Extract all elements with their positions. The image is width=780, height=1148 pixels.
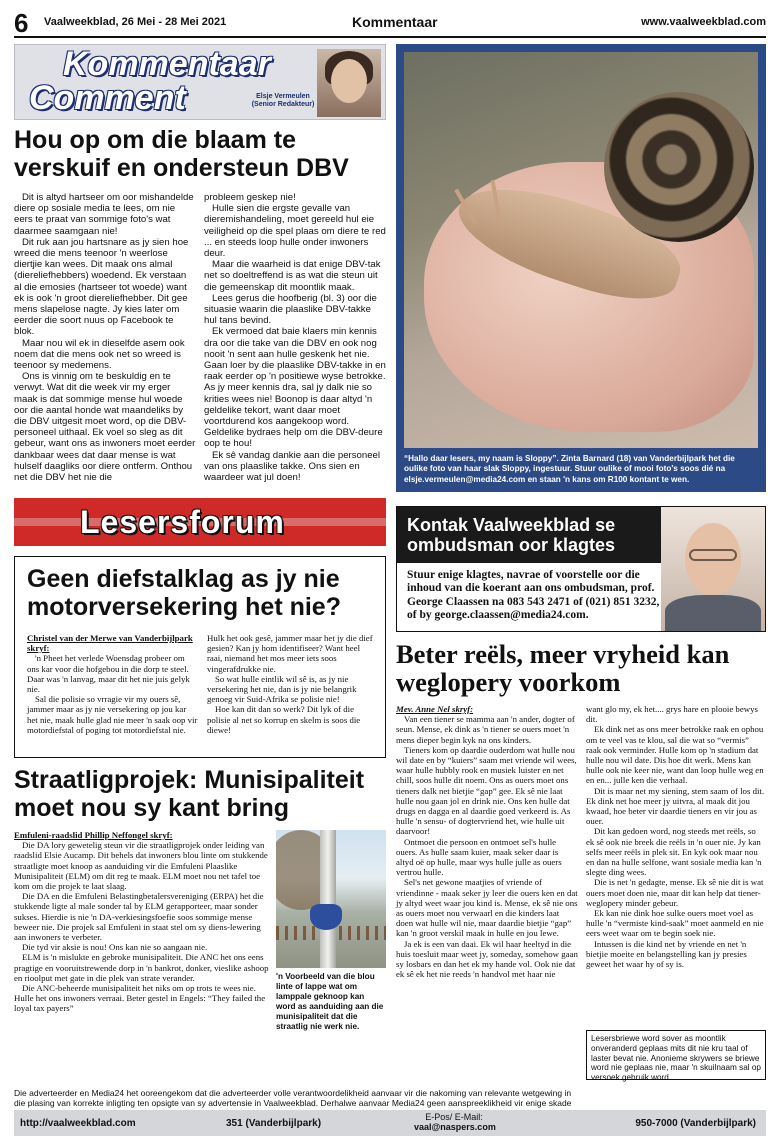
right-article-col1 <box>396 704 578 979</box>
author-name: Elsje Vermeulen <box>256 93 310 100</box>
paragraph: Ek vermoed dat baie klaers min kennis dra oor die take van die DBV en ook nog nooit 'n sent aan hulle geskenk het nie. Gaan loer by die plaaslike DBV-takke in en raak eerder op 'n positiewe wyse betrokke. As jy meer kennis dra, sal jy dalk nie so krities wees nie! Boonop is daar altyd 'n geldelike tekort, want daar moet voortdurend kos aangekoop word. Geldelike bydraes help om die DBV-deure oop te hou! <box>204 326 386 450</box>
paragraph: Dit ruk aan jou hartsnare as jy sien hoe wreed die mens teenoor 'n weerlose diertjie kan wees. Dit maak ons almal (diereliefhebbers) woedend. Ek verstaan al die emosies (hartseer tot woede) want ek is ook 'n groot diereliefhebber. Dit gee mens slapelose nagte. Jy kies later om eerder die soort nuus op Facebook te blok. <box>14 236 189 338</box>
snail-photo-box <box>396 44 766 492</box>
paragraph: Van een tiener se mamma aan 'n ander, dogter of seun. Mense, ek dink as 'n tiener se ouers moet 'n mens dieper begin kyk na ons kinders. <box>396 714 575 745</box>
footer-email <box>414 1112 494 1132</box>
paragraph: Intussen is die kind net by vriende en net 'n bietjie moeite en belangstelling kan jy presies geweet het waar hy of sy is. <box>586 938 747 970</box>
paragraph: ELM is 'n mislukte en gebroke munisipaliteit. Die ANC het ons eens pragtige en vooruitstrewende dorp in 'n bankrot, donker, vieslike ashoop en rioolput met gate in die plek van strate verander. <box>14 952 269 983</box>
main-headline: Hou op om die blaam te verskuif en ondersteun DBV <box>14 126 349 182</box>
author-role: (Senior Redakteur) <box>251 101 315 108</box>
banner-title-line2: Comment <box>29 79 186 117</box>
paragraph: Lees gerus die hoofberig (bl. 3) oor die situasie waarin die plaaslike DBV-takke hul tans bevind. <box>204 292 377 327</box>
readers-letters-note: Lesersbriewe word sover as moontlik onveranderd geplaas mits dit nie kru taal of laster bevat nie. Anonieme skrywers se briewe word nie geplaas nie, maar 'n skuilnaam sal op versoek gebruik word. <box>586 1030 766 1080</box>
footer-email-label: E-Pos/ E-Mail: <box>425 1112 483 1122</box>
letter-byline: Mev. Anne Nel skryf: <box>396 704 474 714</box>
lesersforum-banner <box>14 498 386 546</box>
issue-date: Vaalweekblad, 26 Mei - 28 Mei 2021 <box>44 16 227 28</box>
letter-byline: Emfuleni-raadslid Phillip Neffongel skryf: <box>14 830 173 840</box>
paragraph: Dit is altyd hartseer om oor mishandelde diere op sosiale media te lees, om nie eers te praat van sommige foto's wat daarmee saamgaan nie! <box>14 192 194 237</box>
footer-phone-2: 950-7000 (Vanderbijlpark) <box>635 1118 756 1129</box>
paragraph: Dit kan gedoen word, nog steeds met reëls, so ek sê ook nie breek die reëls in 'n ouer nie. Jy kan selfs meer reëls in plek sit. En kyk ook maar nou en dan na hulle selfone, want sosiale media kan 'n slegte ding wees. <box>586 826 762 878</box>
paragraph: Ek kan nie dink hoe sulke ouers moet voel as hulle 'n “vermiste kind-saak” moet aanmeld en nie eers weet waar om te begin soek nie. <box>586 908 764 939</box>
ombudsman-box <box>396 506 766 632</box>
streetlight-headline: Straatligprojek: Munisipaliteit moet nou sy kant bring <box>14 766 365 822</box>
ombudsman-body: Stuur enige klagtes, navrae of voorstelle oor die inhoud van die koerant aan ons ombudsman, prof. George Claassen na 083 543 2471 of (021) 851 3232, of by george.claassen@media24.com. <box>407 569 660 622</box>
banner-title-line1: Kommentaar <box>63 45 271 83</box>
paragraph: Tieners kom op daardie ouderdom wat hulle nou wil date en by “kuiers” saam met vriende wil wees, waar hulle hubbly rook en musiek luister en net chill, soos hulle dit noem. Ons as ouers moet ons tieners dalk net bietjie “gap” gee. Ek sê nie laat hulle nou gaan jol en drink nie. Ons ken hulle dat drugs en dagga en al daardie goed verkeerd is. As hulle 'n sensu- of dogtervriend het, wie hulle uit daarvoor! <box>396 744 577 837</box>
advertiser-disclaimer: Die adverteerder en Media24 het ooreengekom dat die adverteerder volle verantwoordelikheid aanvaar vir die nakoming van relevante wetgewing in die plasing van korrekte inligting ten opsigte van sy advertensie in Vaalweekblad. Derhalwe aanvaar Media24 geen aanspreeklikheid vir enige skade <box>14 1088 572 1108</box>
ombudsman-photo <box>661 507 765 631</box>
paragraph: Ek sê vandag dankie aan die personeel van ons plaaslike takke. Ons sien en waardeer wat jul doen! <box>204 449 381 484</box>
paragraph: Ontmoet die persoon en ontmoet sel's hulle ouers. As hulle saam kuier, maak seker daar is altyd oë op hulle, maar wys hulle julle as ouers vertrou hulle. <box>396 836 562 878</box>
paragraph: Ons is vinnig om te beskuldig en te verwyt. Wat dit die week vir my erger maak is dat sommige mense hul woede oor die aantal honde wat maandeliks by die DBV uitgesit moet word, op die DBV-personeel uithaal. Ek voel so sleg as dit gebeur, want ons as inwoners moet eerder dankbaar wees dat daar mense is wat hulself daagliks oor diere ontferm. Onthou net die DBV het nie die <box>14 371 196 484</box>
streetlight-letter <box>14 830 270 1014</box>
paragraph: Hulle sien die ergste gevalle van dieremishandeling, moet gereeld hul eie veiligheid op die spel plaas om diere te red ... en steeds loop hulle onder inwoners deur. <box>204 203 386 260</box>
page-number: 6 <box>14 8 29 38</box>
paragraph: Sal die polisie so vrragie vir my ouers sê, jammer maar as jy nie versekering op jou kar het nie, maak hulle glad nie meer 'n saak oop vir motordiefstal of poging tot motordiefstal nie. <box>27 694 198 735</box>
insurance-letter-col1 <box>27 633 199 735</box>
footer-email-address: vaal@naspers.com <box>414 1122 496 1132</box>
insurance-letter-box <box>14 556 386 758</box>
snail-photo <box>404 52 758 448</box>
streetlight-photo <box>276 830 386 968</box>
main-article-col1 <box>14 192 196 483</box>
paragraph: Maar die waarheid is dat enige DBV-tak net so doeltreffend is as wat die steun uit die gemeenskap dit moontlik maak. <box>204 259 381 293</box>
paragraph: Die DA lory gewetelig steun vir die straatligprojek onder leiding van raadslid Elsie Aucamp. Dit behels dat inwoners blou linte om stukkende straatligte moet knoop as aanduiding vir die Emfuleni Plaaslike Munisipaliteit (ELM) om dit reg te maak. ELM moet nou net tafel toe kom om die projek te laat slaag. <box>14 840 268 892</box>
paragraph: Sel's net gewone maatjies of vriende of vriendinne - maak seker jy leer die ouers ken en dat jy altyd weet waar jou kind is. Mense, ek sê nie ons as ouers moet nou verwaarl en die kinders laat doen wat hulle wil nie, maar daardie bietjie “gap” kan 'n groot verskil maak in hulle en jou lewe. <box>396 877 578 939</box>
section-title: Kommentaar <box>352 14 438 30</box>
snail-photo-caption: “Hallo daar lesers, my naam is Sloppy”. Zinta Barnard (18) van Vanderbijlpark het die oulike foto van haar slak Sloppy, ingestuur. Stuur oulike of mooi foto's soos dié na elsje.vermeulen@media24.com en staan 'n kans om R100 kontant te wen. <box>404 454 735 484</box>
paragraph: Maar nou wil ek in dieselfde asem ook noem dat die mens ook net so wreed is teenoor sy medemens. <box>14 337 185 372</box>
comment-banner <box>14 44 386 120</box>
paragraph: Dit is maar net my siening, stem saam of los dit. Ek dink net hoe meer jy uitvra, al maak dit jou kwaad, hoe beter vir daardie tieners en vir jou as ouer. <box>586 785 765 827</box>
ombudsman-heading: Kontak Vaalweekblad se ombudsman oor klagtes <box>397 507 661 563</box>
page-footer <box>14 1110 766 1136</box>
right-headline: Beter reëls, meer vryheid kan weglopery voorkom <box>396 639 730 697</box>
paragraph: Hulk het ook gesê, jammer maar het jy die dief gesien? Kan jy hom identifiseer? Want heel raai, niemand het mos meer iets soos vingerafdrukke nie. <box>207 633 373 674</box>
paragraph: Die DA en die Emfuleni Belastingbetalersvereniging (ERPA) het die stukkende ligte al male sonder tal by ELM gerapporteer, maar sonder sukses. Hierdie is nie 'n DA-verkiesingsfoefie soos sommige mense beweer nie. Die projek sal Emfuleni in staat stel om sy diens-lewering aan inwoners te verbeter. <box>14 891 264 943</box>
paragraph: Ja ek is een van daai. Ek wil haar heeltyd in die huis toesluit maar weet jy, someday, somehow gaan sy losbars en dan het ek my hande vol. Ook nie dat ek sê ek het nie reeds 'n handvol met haar nie <box>396 938 578 980</box>
letter-byline: Christel van der Merwe van Vanderbijlpark skryf: <box>27 633 193 654</box>
main-article-col2 <box>204 192 386 483</box>
paragraph: Die tyd vir aksie is nou! Ons kan nie so aangaan nie. <box>22 942 208 953</box>
footer-website: http://vaalweekblad.com <box>20 1118 136 1129</box>
header-website: www.vaalweekblad.com <box>641 16 766 28</box>
footer-phone-1: 351 (Vanderbijlpark) <box>226 1118 322 1129</box>
paragraph: Hoe kan dit dan so werk? Dit lyk of die polisie al net so korrup en skelm is soos die diewe! <box>207 704 361 735</box>
paragraph: Ek dink net as ons meer betrokke raak en ophou om te veel vas te klou, sal die wat so “vermis” raak ook verminder. Hulle kom op 'n stadium dat hulle nou wil date. Dis hoe dit werk. Mens kan hulle ook nie keer nie, want dan loop hulle weg en en en... julle ken die verhaal. <box>586 724 764 786</box>
paragraph: Die is net 'n gedagte, mense. Ek sê nie dit is wat ouers moet doen nie, maar dit kan help dat tiener-weglopery minder gebeur. <box>586 877 764 908</box>
paragraph: 'n Pheet het verlede Woensdag probeer om ons kar voor die hofgebou in die dorp te steel. Daar was 'n lanvag, maar dit het nie juis gelyk nie. <box>27 653 190 695</box>
paragraph: Die ANC-beheerde munisipaliteit het niks om op trots te wees nie. Hulle het ons inwoners verraai. Beter gestel in Engels: “They failed the loyal tax payers” <box>14 983 266 1014</box>
streetlight-photo-caption: 'n Voorbeeld van die blou linte of lappe wat om lamppale geknoop kan word as aanduiding aan die munisipaliteit dat die straatlig nie werk nie. <box>276 972 384 1031</box>
right-article-col2 <box>586 704 766 969</box>
insurance-letter-col2 <box>207 633 377 735</box>
paragraph: So wat hulle eintlik wil sê is, as jy nie versekering het nie, dan is jy nie belangrik genoeg vir Suid-Afrika se polisie nie! <box>207 673 357 705</box>
lesersforum-label: Lesersforum <box>80 504 285 540</box>
paragraph: want glo my, ek het.... grys hare en plooie bewys dit. <box>586 704 758 725</box>
insurance-headline: Geen diefstalklag as jy nie motorversekering het nie? <box>27 565 341 621</box>
author-avatar <box>317 49 381 117</box>
page-header <box>14 8 766 38</box>
paragraph: probleem geskep nie! <box>204 192 296 203</box>
